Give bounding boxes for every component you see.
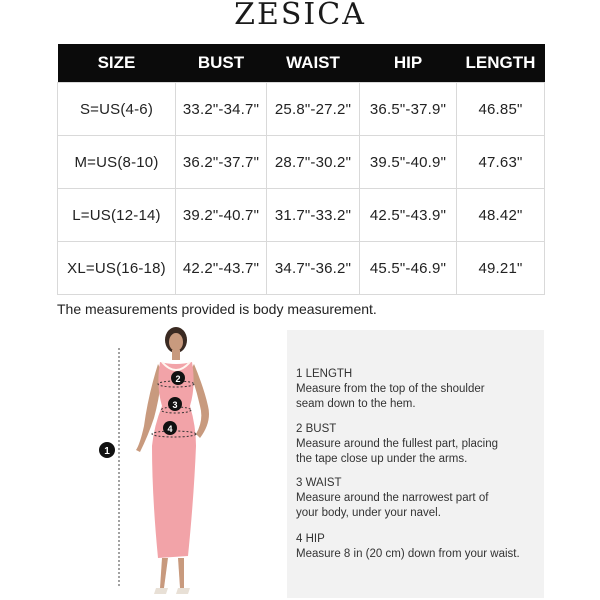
cell-hip: 42.5"-43.9"	[360, 189, 457, 242]
guide-title: 2 BUST	[296, 423, 337, 435]
cell-bust: 39.2"-40.7"	[176, 189, 267, 242]
guide-desc: Measure 8 in (20 cm) down from your waist.	[296, 548, 520, 560]
guide-desc: the tape close up under the arms.	[296, 453, 468, 465]
header-length: LENGTH	[457, 44, 545, 83]
cell-size: L=US(12-14)	[58, 189, 176, 242]
guide-desc: seam down to the hem.	[296, 398, 416, 410]
marker-3	[168, 397, 182, 411]
svg-text:2: 2	[175, 374, 181, 384]
guide-title: 4 HIP	[296, 533, 325, 545]
guide-title: 3 WAIST	[296, 477, 342, 489]
marker-4	[163, 421, 177, 435]
header-waist: WAIST	[267, 44, 360, 83]
guide-desc: Measure around the fullest part, placing	[296, 438, 499, 450]
guide-hip	[296, 532, 520, 562]
cell-hip: 36.5"-37.9"	[360, 83, 457, 136]
table-row	[58, 136, 545, 189]
model-face	[169, 333, 183, 351]
guide-desc: Measure from the top of the shoulder	[296, 383, 485, 395]
cell-bust: 36.2"-37.7"	[176, 136, 267, 189]
guide-bust	[296, 422, 498, 467]
guide-title: 1 LENGTH	[296, 368, 353, 380]
brand-logo: ZESICA	[234, 0, 366, 32]
model-figure-illustration	[96, 326, 246, 600]
cell-hip: 39.5"-40.9"	[360, 136, 457, 189]
measurement-note: The measurements provided is body measurement.	[57, 301, 377, 317]
cell-bust: 33.2"-34.7"	[176, 83, 267, 136]
cell-bust: 42.2"-43.7"	[176, 242, 267, 295]
model-right-leg	[178, 558, 184, 588]
model-right-shoe	[176, 588, 190, 594]
cell-length: 49.21"	[457, 242, 545, 295]
guide-waist	[296, 476, 488, 521]
table-header-row	[58, 44, 545, 83]
marker-1	[99, 442, 115, 458]
header-bust: BUST	[176, 44, 267, 83]
cell-waist: 28.7"-30.2"	[267, 136, 360, 189]
table-row	[58, 83, 545, 136]
size-chart-table	[57, 44, 545, 295]
svg-text:3: 3	[172, 400, 178, 410]
marker-2	[171, 371, 185, 385]
cell-length: 46.85"	[457, 83, 545, 136]
cell-waist: 25.8"-27.2"	[267, 83, 360, 136]
cell-hip: 45.5"-46.9"	[360, 242, 457, 295]
cell-size: XL=US(16-18)	[58, 242, 176, 295]
guide-length	[296, 367, 485, 412]
cell-length: 48.42"	[457, 189, 545, 242]
cell-waist: 34.7"-36.2"	[267, 242, 360, 295]
svg-text:4: 4	[167, 424, 173, 434]
cell-waist: 31.7"-33.2"	[267, 189, 360, 242]
guide-desc: Measure around the narrowest part of	[296, 492, 489, 504]
svg-text:1: 1	[104, 446, 110, 457]
guide-desc: your body, under your navel.	[296, 507, 441, 519]
cell-size: S=US(4-6)	[58, 83, 176, 136]
table-row	[58, 242, 545, 295]
model-neck	[172, 350, 180, 360]
cell-length: 47.63"	[457, 136, 545, 189]
model-left-shoe	[154, 588, 168, 594]
table-row	[58, 189, 545, 242]
model-left-leg	[160, 558, 168, 588]
header-hip: HIP	[360, 44, 457, 83]
cell-size: M=US(8-10)	[58, 136, 176, 189]
header-size: SIZE	[58, 44, 176, 83]
